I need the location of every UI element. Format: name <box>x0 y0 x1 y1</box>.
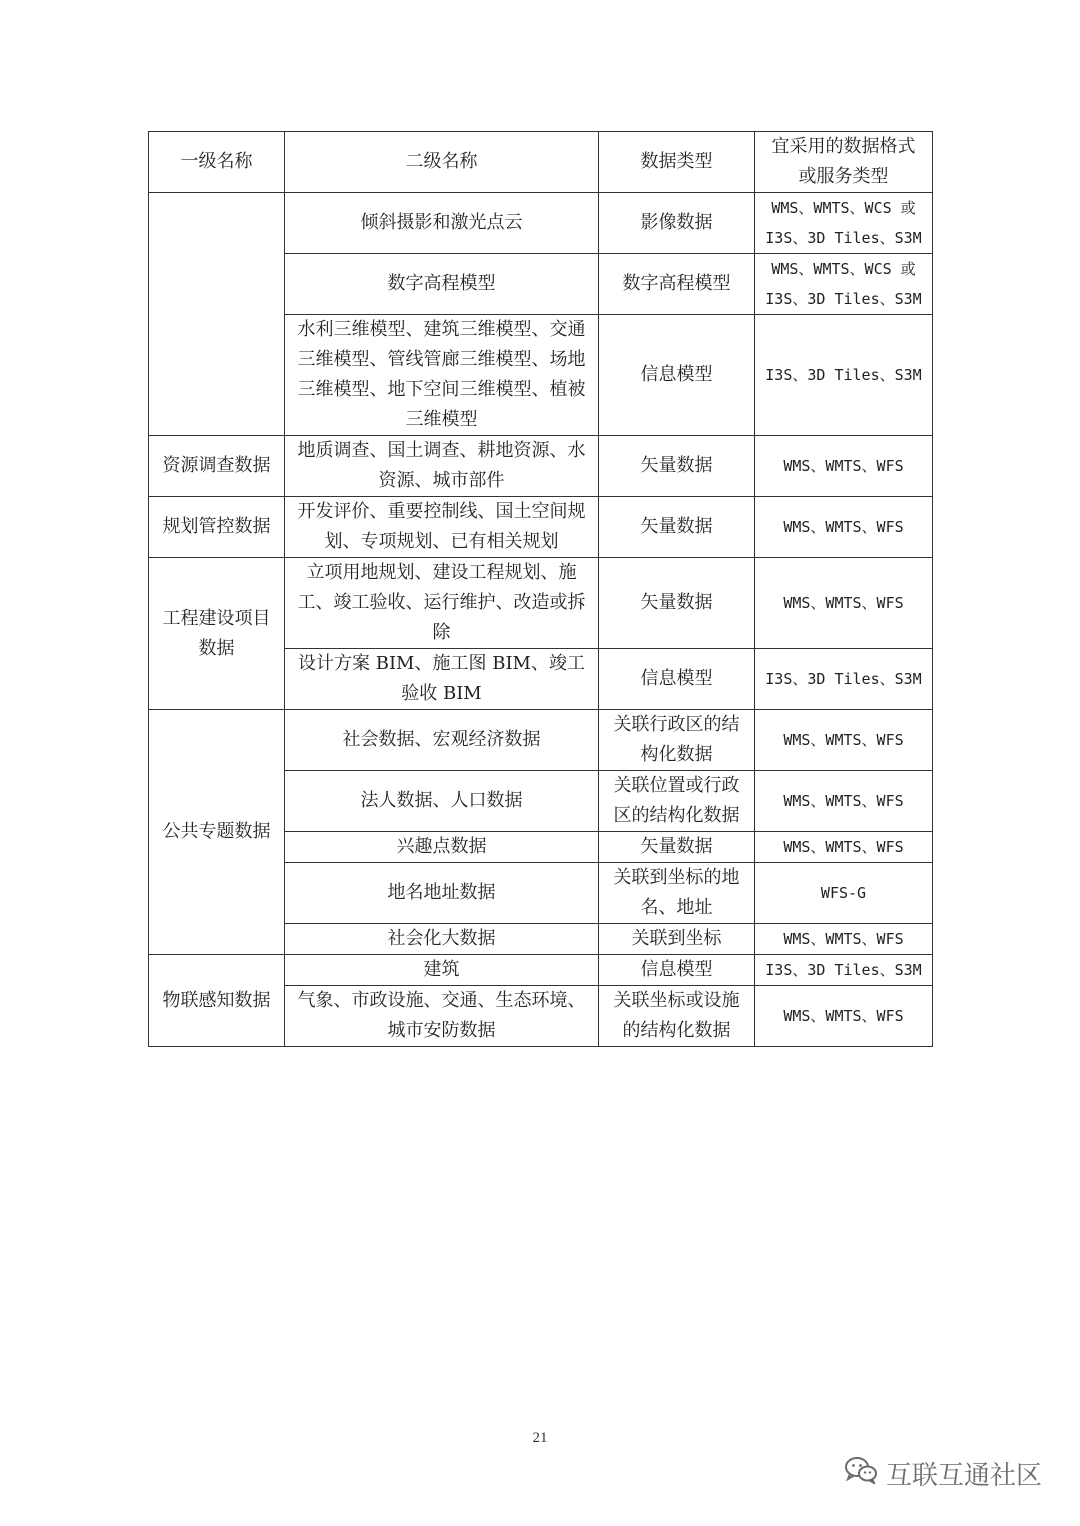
page-number: 21 <box>532 1430 548 1446</box>
level2-cell: 地质调查、国土调查、耕地资源、水资源、城市部件 <box>285 436 599 497</box>
level2-cell: 建筑 <box>285 955 599 986</box>
format-cell: WMS、WMTS、WFS <box>755 710 933 771</box>
level2-cell: 法人数据、人口数据 <box>285 771 599 832</box>
level2-cell: 立项用地规划、建设工程规划、施工、竣工验收、运行维护、改造或拆除 <box>285 558 599 649</box>
table-row <box>149 710 933 771</box>
level1-cell: 公共专题数据 <box>149 710 285 955</box>
format-cell: WMS、WMTS、WFS <box>755 832 933 863</box>
dtype-cell: 矢量数据 <box>599 558 755 649</box>
dtype-cell: 数字高程模型 <box>599 254 755 315</box>
wechat-icon <box>844 1456 878 1491</box>
table-row <box>149 193 933 254</box>
format-cell: WMS、WMTS、WCS 或 I3S、3D Tiles、S3M <box>755 254 933 315</box>
table-row <box>149 497 933 558</box>
header-cell: 一级名称 <box>149 132 285 193</box>
format-cell: WMS、WMTS、WFS <box>755 924 933 955</box>
dtype-cell: 影像数据 <box>599 193 755 254</box>
level2-cell: 气象、市政设施、交通、生态环境、城市安防数据 <box>285 986 599 1047</box>
format-cell: WMS、WMTS、WFS <box>755 771 933 832</box>
format-cell: WMS、WMTS、WFS <box>755 986 933 1047</box>
header-cell: 二级名称 <box>285 132 599 193</box>
dtype-cell: 关联行政区的结构化数据 <box>599 710 755 771</box>
level1-cell <box>149 193 285 436</box>
header-cell: 宜采用的数据格式或服务类型 <box>755 132 933 193</box>
table-header-row <box>149 132 933 193</box>
table-row <box>149 955 933 986</box>
level1-cell: 规划管控数据 <box>149 497 285 558</box>
header-cell: 数据类型 <box>599 132 755 193</box>
format-cell: WFS-G <box>755 863 933 924</box>
dtype-cell: 关联到坐标 <box>599 924 755 955</box>
dtype-cell: 信息模型 <box>599 315 755 436</box>
dtype-cell: 关联坐标或设施的结构化数据 <box>599 986 755 1047</box>
dtype-cell: 关联位置或行政区的结构化数据 <box>599 771 755 832</box>
level2-cell: 倾斜摄影和激光点云 <box>285 193 599 254</box>
data-table <box>148 131 933 1047</box>
level2-cell: 水利三维模型、建筑三维模型、交通三维模型、管线管廊三维模型、场地三维模型、地下空间三维模型、植被三维模型 <box>285 315 599 436</box>
format-cell: I3S、3D Tiles、S3M <box>755 955 933 986</box>
level2-cell: 地名地址数据 <box>285 863 599 924</box>
watermark-text: 互联互通社区 <box>885 1461 1042 1491</box>
level2-cell: 开发评价、重要控制线、国土空间规划、专项规划、已有相关规划 <box>285 497 599 558</box>
level2-cell: 社会数据、宏观经济数据 <box>285 710 599 771</box>
table-row <box>149 558 933 649</box>
format-cell: WMS、WMTS、WFS <box>755 558 933 649</box>
level2-cell: 兴趣点数据 <box>285 832 599 863</box>
format-cell: I3S、3D Tiles、S3M <box>755 649 933 710</box>
format-cell: WMS、WMTS、WFS <box>755 436 933 497</box>
level2-cell: 设计方案 BIM、施工图 BIM、竣工验收 BIM <box>285 649 599 710</box>
format-cell: WMS、WMTS、WCS 或 I3S、3D Tiles、S3M <box>755 193 933 254</box>
dtype-cell: 信息模型 <box>599 955 755 986</box>
format-cell: WMS、WMTS、WFS <box>755 497 933 558</box>
level1-cell: 物联感知数据 <box>149 955 285 1047</box>
format-cell: I3S、3D Tiles、S3M <box>755 315 933 436</box>
watermark <box>844 1455 1042 1492</box>
dtype-cell: 关联到坐标的地名、地址 <box>599 863 755 924</box>
level1-cell: 资源调查数据 <box>149 436 285 497</box>
level2-cell: 社会化大数据 <box>285 924 599 955</box>
dtype-cell: 矢量数据 <box>599 497 755 558</box>
level2-cell: 数字高程模型 <box>285 254 599 315</box>
dtype-cell: 矢量数据 <box>599 832 755 863</box>
level1-cell: 工程建设项目数据 <box>149 558 285 710</box>
dtype-cell: 信息模型 <box>599 649 755 710</box>
dtype-cell: 矢量数据 <box>599 436 755 497</box>
table-row <box>149 436 933 497</box>
